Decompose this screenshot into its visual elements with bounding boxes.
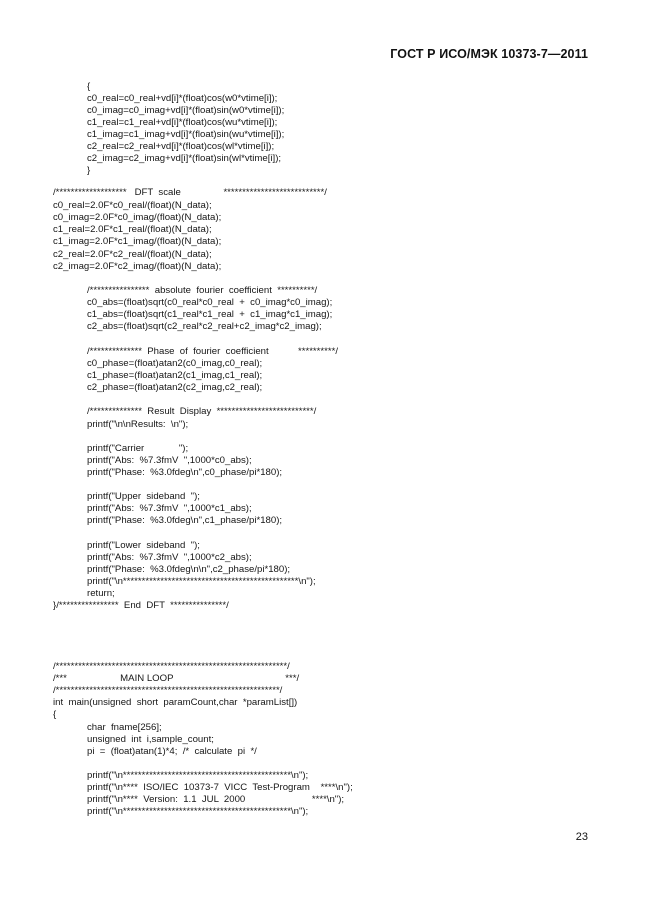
code-comment-line: /**************************************************************/ <box>53 661 290 672</box>
code-line: printf("Upper sideband "); <box>87 491 200 502</box>
code-line: printf("\n**** Version: 1.1 JUL 2000 ****\n"); <box>87 794 345 805</box>
code-line: printf("Abs: %7.3fmV ",1000*c2_abs); <box>87 552 252 563</box>
code-line: printf("\n\nResults: \n"); <box>87 419 189 430</box>
code-line: c2_phase=(float)atan2(c2_imag,c2_real); <box>87 382 263 393</box>
code-line: int main(unsigned short paramCount,char *paramList[]) <box>53 697 298 708</box>
code-line: c2_imag=c2_imag+vd[i]*(float)sin(wl*vtime[i]); <box>87 153 282 164</box>
code-line: { <box>53 709 57 720</box>
code-line: printf("\n***********************************************\n"); <box>87 576 316 587</box>
code-line: printf("\n*********************************************\n"); <box>87 806 309 817</box>
code-line: pi = (float)atan(1)*4; /* calculate pi */ <box>87 746 257 757</box>
code-line: c0_abs=(float)sqrt(c0_real*c0_real + c0_imag*c0_imag); <box>87 297 333 308</box>
code-line: c2_imag=2.0F*c2_imag/(float)(N_data); <box>53 261 222 272</box>
code-line: c0_imag=2.0F*c0_imag/(float)(N_data); <box>53 212 222 223</box>
code-line: printf("\n**** ISO/IEC 10373-7 VICC Test-Program ****\n"); <box>87 782 353 793</box>
code-line: char fname[256]; <box>87 722 162 733</box>
code-line: return; <box>87 588 115 599</box>
code-comment-line: /************** Phase of fourier coefficient **********/ <box>87 346 338 357</box>
code-line: { <box>87 81 91 92</box>
code-line: unsigned int i,sample_count; <box>87 734 214 745</box>
page-number: 23 <box>575 831 588 843</box>
code-line: }/**************** End DFT ***************/ <box>53 600 229 611</box>
code-comment-line: /*** MAIN LOOP ***/ <box>53 673 300 684</box>
code-line: printf("Phase: %3.0fdeg\n\n",c2_phase/pi*180); <box>87 564 291 575</box>
code-comment-line: /************************************************************/ <box>53 685 283 696</box>
code-line: c0_phase=(float)atan2(c0_imag,c0_real); <box>87 358 263 369</box>
code-line: c2_abs=(float)sqrt(c2_real*c2_real+c2_imag*c2_imag); <box>87 321 322 332</box>
code-line: printf("Lower sideband "); <box>87 540 200 551</box>
code-comment-line: /******************* DFT scale ***************************/ <box>53 187 327 198</box>
code-line: } <box>87 165 91 176</box>
code-line: c1_real=2.0F*c1_real/(float)(N_data); <box>53 224 212 235</box>
code-line: c2_real=c2_real+vd[i]*(float)cos(wl*vtime[i]); <box>87 141 275 152</box>
code-line: printf("Abs: %7.3fmV ",1000*c1_abs); <box>87 503 252 514</box>
code-line: c1_abs=(float)sqrt(c1_real*c1_real + c1_imag*c1_imag); <box>87 309 333 320</box>
standard-header: ГОСТ Р ИСО/МЭК 10373-7—2011 <box>390 47 588 61</box>
code-line: c1_imag=c1_imag+vd[i]*(float)sin(wu*vtime[i]); <box>87 129 285 140</box>
code-comment-line: /************** Result Display **************************/ <box>87 406 317 417</box>
code-line: c0_real=c0_real+vd[i]*(float)cos(w0*vtime[i]); <box>87 93 278 104</box>
code-line: printf("\n*********************************************\n"); <box>87 770 309 781</box>
code-line: c1_imag=2.0F*c1_imag/(float)(N_data); <box>53 236 222 247</box>
code-line: printf("Carrier "); <box>87 443 189 454</box>
code-line: printf("Phase: %3.0fdeg\n",c1_phase/pi*180); <box>87 515 283 526</box>
code-line: printf("Phase: %3.0fdeg\n",c0_phase/pi*180); <box>87 467 283 478</box>
code-line: c0_imag=c0_imag+vd[i]*(float)sin(w0*vtime[i]); <box>87 105 285 116</box>
code-comment-line: /**************** absolute fourier coefficient **********/ <box>87 285 318 296</box>
code-line: c1_real=c1_real+vd[i]*(float)cos(wu*vtime[i]); <box>87 117 278 128</box>
code-line: c1_phase=(float)atan2(c1_imag,c1_real); <box>87 370 263 381</box>
code-line: c2_real=2.0F*c2_real/(float)(N_data); <box>53 249 212 260</box>
code-line: c0_real=2.0F*c0_real/(float)(N_data); <box>53 200 212 211</box>
code-line: printf("Abs: %7.3fmV ",1000*c0_abs); <box>87 455 252 466</box>
